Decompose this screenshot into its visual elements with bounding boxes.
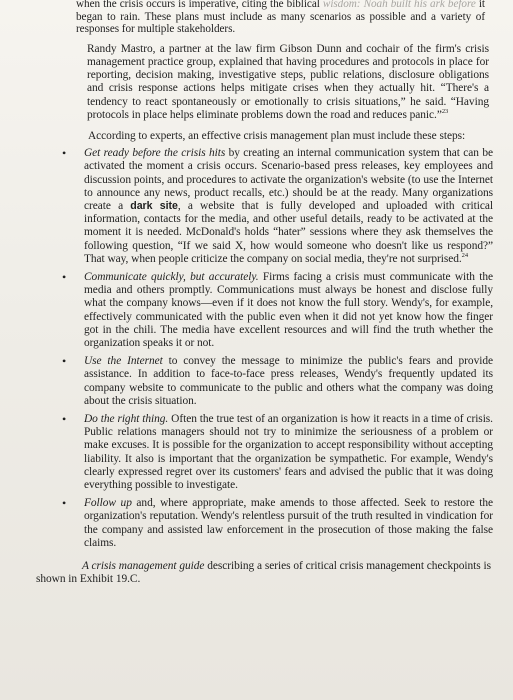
list-item [30, 147, 493, 266]
step-body-a: and, where appropriate, make amends to those affected. Seek to restore the organization's reputation. Wendy's relentless pursuit of the truth resulted in vindication for the company and assisted law enforcement in the prosecution of those making the false claims. [84, 497, 493, 549]
intro-faded-text: wisdom: Noah built his ark before [322, 0, 476, 10]
footnote-ref-24: 24 [461, 252, 469, 260]
steps-intro: According to experts, an effective crisis management plan must include these steps: [88, 130, 466, 142]
bullet-icon: • [62, 412, 67, 427]
step-body-a: by creating an internal communication system that can be activated the moment a crisis occurs. Scenario-based press releases, key employees and discussion points, and procedures to activate the organization's website (to use the Internet to announce any news, product recalls, etc.) should be at the ready. Many organizations create a [84, 147, 493, 213]
list-item [30, 413, 493, 492]
step-lead: Follow up [84, 497, 132, 510]
bullet-icon: • [62, 270, 67, 285]
step-text [84, 413, 493, 492]
closing-lead: A crisis management guide [82, 560, 205, 573]
step-lead: Get ready before the crisis hits [84, 147, 226, 160]
mastro-quote-text: Randy Mastro, a partner at the law firm Gibson Dunn and cochair of the firm's crisis management practice group, explained that having procedures and protocols in place for reporting, decision making, investigative steps, public relations, disclosure obligations and crisis response actions helps mitigate crises when they actually hit. “There's a tendency to react spontaneously or emotionally to crisis situations,” he said. “Having protocols in place helps eliminate problems down the road and reduces panic.” [87, 42, 489, 121]
closing-paragraph [36, 560, 491, 586]
list-item [30, 497, 493, 550]
bullet-icon: • [62, 496, 67, 511]
step-lead: Use the Internet [84, 355, 163, 368]
intro-text-a: when the crisis occurs is imperative, citing the biblical [76, 0, 323, 10]
closing-text: describing a series of critical crisis management checkpoints is shown in Exhibit 19.C. [36, 560, 491, 586]
step-body-a: Firms facing a crisis must communicate with the media and others promptly. Communications must always be honest and disclose fully what the company knows—even if it does not know the full story. Wendy's, for example, effectively communicated with the public even when it did not yet know how the finger got in the chili. The media have excellent resources and will find the truth whether the organization speaks it or not. [84, 271, 493, 350]
step-text [84, 497, 493, 550]
list-item [30, 355, 493, 408]
bullet-icon: • [62, 354, 67, 369]
dark-site-term: dark site [130, 200, 178, 213]
step-text [84, 355, 493, 408]
step-text [84, 271, 493, 350]
footnote-ref-23: 23 [441, 108, 449, 115]
crisis-steps-list [30, 147, 499, 550]
step-body-a: to convey the message to minimize the public's fears and provide assistance. In addition to face-to-face press releases, Wendy's frequently updated its company website to communicate to the public and others what the company was doing about the crisis situation. [84, 355, 493, 407]
step-body-b: , a website that is fully developed and uploaded with critical information, contacts for the media, and other useful details, ready to be activated at the moment it is needed. McDonald's holds “hater” sessions where they ask themselves the following question, “If we said X, how would someone who doesn't like us respond?” That way, when people criticize the company on social media, they're not surprised. [84, 200, 493, 265]
mastro-quote-paragraph [87, 43, 489, 122]
intro-text-b: it began to rain. These plans must include as many scenarios as possible and a variety of responses for multiple stakeholders. [76, 0, 485, 36]
intro-paragraph [76, 0, 485, 36]
step-lead: Do the right thing. [84, 413, 169, 426]
step-text [84, 147, 493, 266]
list-item [30, 271, 493, 350]
step-body-a: Often the true test of an organization is how it reacts in a time of crisis. Public relations managers should not try to minimize the seriousness of a problem or make excuses. It is possible for the organization to accept responsibility without accepting liability. It also is important that the organization be sympathetic. For example, Wendy's clearly expressed regret over its customers' fears and advised the public that it was doing everything possible to investigate. [84, 413, 493, 492]
bullet-icon: • [62, 146, 67, 161]
step-lead: Communicate quickly, but accurately. [84, 271, 259, 284]
